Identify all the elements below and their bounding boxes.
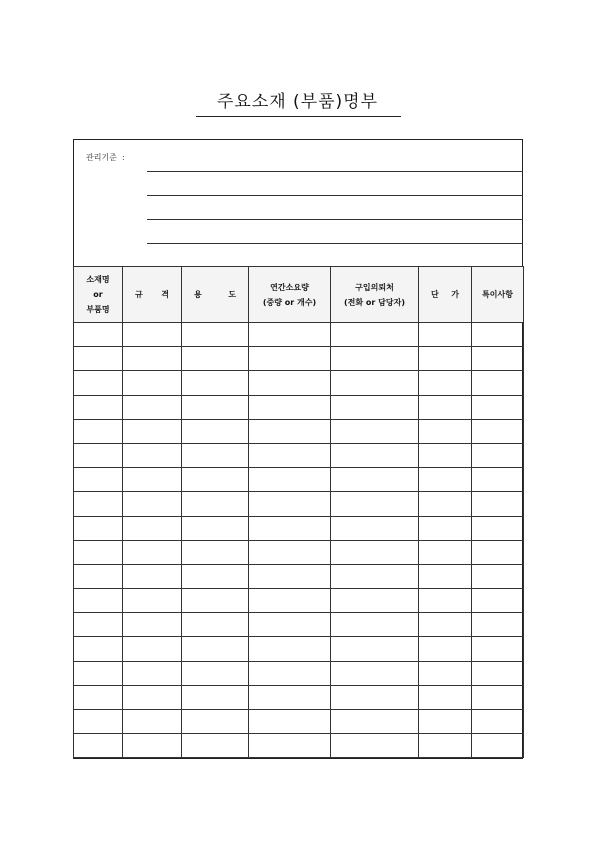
cell-usage[interactable] xyxy=(182,710,249,734)
cell-material[interactable] xyxy=(74,468,123,492)
cell-annual[interactable] xyxy=(249,613,331,637)
table-body xyxy=(74,323,524,758)
criteria-line-4[interactable] xyxy=(147,243,523,244)
table-row xyxy=(74,468,524,492)
cell-supplier[interactable] xyxy=(331,734,419,758)
cell-spec[interactable] xyxy=(123,468,182,492)
cell-annual[interactable] xyxy=(249,710,331,734)
cell-material[interactable] xyxy=(74,685,123,709)
cell-spec[interactable] xyxy=(123,564,182,588)
cell-usage[interactable] xyxy=(182,685,249,709)
criteria-label: 관리기준 : xyxy=(86,153,125,162)
cell-price[interactable] xyxy=(419,661,472,685)
cell-usage[interactable] xyxy=(182,589,249,613)
table-row xyxy=(74,492,524,516)
cell-supplier[interactable] xyxy=(331,516,419,540)
cell-price[interactable] xyxy=(419,710,472,734)
cell-material[interactable] xyxy=(74,564,123,588)
criteria-line-1[interactable] xyxy=(147,171,523,172)
cell-annual[interactable] xyxy=(249,492,331,516)
cell-material[interactable] xyxy=(74,371,123,395)
cell-annual[interactable] xyxy=(249,323,331,347)
table-row xyxy=(74,564,524,588)
cell-supplier[interactable] xyxy=(331,395,419,419)
cell-material[interactable] xyxy=(74,637,123,661)
cell-usage[interactable] xyxy=(182,661,249,685)
cell-supplier[interactable] xyxy=(331,371,419,395)
cell-supplier[interactable] xyxy=(331,637,419,661)
cell-material[interactable] xyxy=(74,589,123,613)
table-row xyxy=(74,685,524,709)
cell-material[interactable] xyxy=(74,661,123,685)
cell-price[interactable] xyxy=(419,516,472,540)
title-underline xyxy=(196,116,401,117)
table-row xyxy=(74,637,524,661)
table-row xyxy=(74,710,524,734)
cell-material[interactable] xyxy=(74,613,123,637)
cell-usage[interactable] xyxy=(182,734,249,758)
cell-spec[interactable] xyxy=(123,516,182,540)
cell-notes[interactable] xyxy=(472,564,524,588)
cell-spec[interactable] xyxy=(123,685,182,709)
cell-notes[interactable] xyxy=(472,685,524,709)
cell-usage[interactable] xyxy=(182,419,249,443)
cell-spec[interactable] xyxy=(123,443,182,467)
col-notes: 특이사항 xyxy=(472,267,524,323)
cell-supplier[interactable] xyxy=(331,468,419,492)
cell-price[interactable] xyxy=(419,443,472,467)
col-supplier: 구입의뢰처 (전화 or 담당자) xyxy=(331,267,419,323)
cell-usage[interactable] xyxy=(182,443,249,467)
cell-notes[interactable] xyxy=(472,323,524,347)
cell-notes[interactable] xyxy=(472,710,524,734)
cell-usage[interactable] xyxy=(182,395,249,419)
cell-annual[interactable] xyxy=(249,468,331,492)
cell-supplier[interactable] xyxy=(331,443,419,467)
cell-price[interactable] xyxy=(419,564,472,588)
cell-notes[interactable] xyxy=(472,468,524,492)
cell-material[interactable] xyxy=(74,443,123,467)
cell-spec[interactable] xyxy=(123,613,182,637)
col-usage: 용 도 xyxy=(182,267,249,323)
cell-notes[interactable] xyxy=(472,613,524,637)
cell-usage[interactable] xyxy=(182,613,249,637)
table-row xyxy=(74,540,524,564)
cell-annual[interactable] xyxy=(249,395,331,419)
col-unit-price: 단 가 xyxy=(419,267,472,323)
cell-supplier[interactable] xyxy=(331,685,419,709)
cell-usage[interactable] xyxy=(182,468,249,492)
cell-notes[interactable] xyxy=(472,347,524,371)
table-row xyxy=(74,347,524,371)
page-title: 주요소재 (부품)명부 xyxy=(216,92,379,112)
cell-material[interactable] xyxy=(74,710,123,734)
cell-notes[interactable] xyxy=(472,492,524,516)
cell-notes[interactable] xyxy=(472,540,524,564)
table-row xyxy=(74,443,524,467)
cell-supplier[interactable] xyxy=(331,419,419,443)
cell-notes[interactable] xyxy=(472,637,524,661)
cell-notes[interactable] xyxy=(472,371,524,395)
cell-notes[interactable] xyxy=(472,395,524,419)
cell-notes[interactable] xyxy=(472,661,524,685)
cell-notes[interactable] xyxy=(472,589,524,613)
cell-material[interactable] xyxy=(74,492,123,516)
cell-price[interactable] xyxy=(419,613,472,637)
cell-spec[interactable] xyxy=(123,347,182,371)
cell-spec[interactable] xyxy=(123,661,182,685)
cell-supplier[interactable] xyxy=(331,710,419,734)
cell-usage[interactable] xyxy=(182,371,249,395)
cell-material[interactable] xyxy=(74,734,123,758)
cell-spec[interactable] xyxy=(123,589,182,613)
cell-supplier[interactable] xyxy=(331,661,419,685)
cell-spec[interactable] xyxy=(123,395,182,419)
cell-notes[interactable] xyxy=(472,443,524,467)
cell-material[interactable] xyxy=(74,347,123,371)
cell-spec[interactable] xyxy=(123,637,182,661)
table-row xyxy=(74,661,524,685)
cell-annual[interactable] xyxy=(249,516,331,540)
cell-price[interactable] xyxy=(419,347,472,371)
col-annual-requirement: 연간소요량 (중량 or 개수) xyxy=(249,267,331,323)
cell-spec[interactable] xyxy=(123,419,182,443)
cell-annual[interactable] xyxy=(249,685,331,709)
cell-price[interactable] xyxy=(419,323,472,347)
cell-supplier[interactable] xyxy=(331,540,419,564)
criteria-line-3[interactable] xyxy=(147,219,523,220)
cell-spec[interactable] xyxy=(123,492,182,516)
cell-usage[interactable] xyxy=(182,492,249,516)
col-material-name: 소재명 or 부품명 xyxy=(74,267,123,323)
cell-notes[interactable] xyxy=(472,734,524,758)
cell-annual[interactable] xyxy=(249,734,331,758)
cell-supplier[interactable] xyxy=(331,347,419,371)
cell-supplier[interactable] xyxy=(331,589,419,613)
cell-price[interactable] xyxy=(419,419,472,443)
cell-notes[interactable] xyxy=(472,419,524,443)
col-spec: 규 격 xyxy=(123,267,182,323)
cell-spec[interactable] xyxy=(123,710,182,734)
cell-usage[interactable] xyxy=(182,540,249,564)
cell-material[interactable] xyxy=(74,419,123,443)
cell-supplier[interactable] xyxy=(331,613,419,637)
table-row xyxy=(74,323,524,347)
cell-spec[interactable] xyxy=(123,323,182,347)
cell-price[interactable] xyxy=(419,371,472,395)
cell-price[interactable] xyxy=(419,637,472,661)
cell-supplier[interactable] xyxy=(331,492,419,516)
cell-spec[interactable] xyxy=(123,371,182,395)
cell-price[interactable] xyxy=(419,395,472,419)
table-row xyxy=(74,734,524,758)
cell-material[interactable] xyxy=(74,516,123,540)
cell-annual[interactable] xyxy=(249,371,331,395)
cell-price[interactable] xyxy=(419,734,472,758)
table-row xyxy=(74,613,524,637)
cell-annual[interactable] xyxy=(249,347,331,371)
cell-price[interactable] xyxy=(419,492,472,516)
cell-annual[interactable] xyxy=(249,661,331,685)
table-row xyxy=(74,419,524,443)
cell-annual[interactable] xyxy=(249,443,331,467)
cell-spec[interactable] xyxy=(123,734,182,758)
table-row xyxy=(74,395,524,419)
cell-annual[interactable] xyxy=(249,419,331,443)
cell-material[interactable] xyxy=(74,395,123,419)
table-row xyxy=(74,371,524,395)
criteria-line-2[interactable] xyxy=(147,195,523,196)
cell-annual[interactable] xyxy=(249,540,331,564)
cell-price[interactable] xyxy=(419,540,472,564)
register-form xyxy=(73,139,523,759)
register-table xyxy=(73,266,524,758)
cell-supplier[interactable] xyxy=(331,323,419,347)
cell-annual[interactable] xyxy=(249,589,331,613)
cell-material[interactable] xyxy=(74,323,123,347)
cell-usage[interactable] xyxy=(182,347,249,371)
table-row xyxy=(74,589,524,613)
cell-usage[interactable] xyxy=(182,516,249,540)
cell-material[interactable] xyxy=(74,540,123,564)
cell-price[interactable] xyxy=(419,685,472,709)
table-row xyxy=(74,516,524,540)
cell-price[interactable] xyxy=(419,589,472,613)
cell-usage[interactable] xyxy=(182,564,249,588)
cell-notes[interactable] xyxy=(472,516,524,540)
cell-annual[interactable] xyxy=(249,564,331,588)
cell-supplier[interactable] xyxy=(331,564,419,588)
cell-spec[interactable] xyxy=(123,540,182,564)
header-row xyxy=(74,267,524,323)
cell-annual[interactable] xyxy=(249,637,331,661)
cell-usage[interactable] xyxy=(182,323,249,347)
cell-usage[interactable] xyxy=(182,637,249,661)
cell-price[interactable] xyxy=(419,468,472,492)
